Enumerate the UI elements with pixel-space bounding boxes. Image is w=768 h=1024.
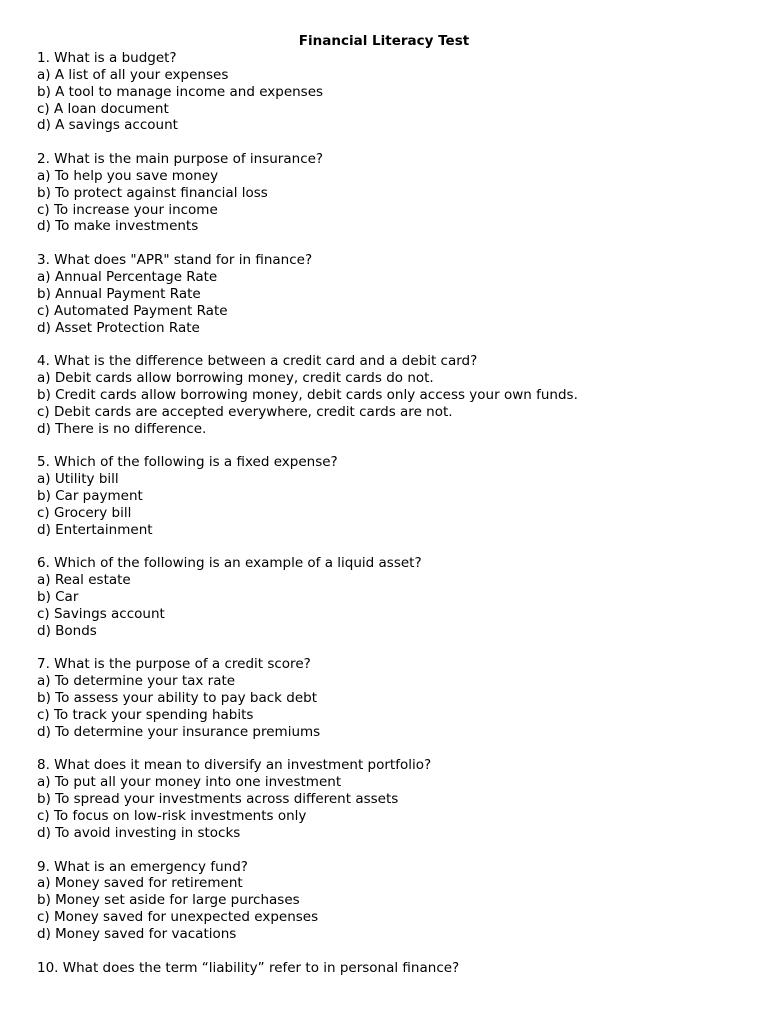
question-text: 6. Which of the following is an example of a liquid asset? (37, 555, 422, 572)
question-block (37, 960, 757, 977)
question-text: 9. What is an emergency fund? (37, 858, 248, 875)
question-block (37, 454, 757, 538)
answer-option: a) Utility bill (37, 471, 119, 488)
question-text: 8. What does it mean to diversify an investment portfolio? (37, 757, 432, 774)
answer-option: c) To increase your income (37, 201, 218, 218)
answer-option: b) To spread your investments across different assets (37, 791, 399, 808)
question-text: 10. What does the term “liability” refer to in personal finance? (37, 959, 460, 976)
answer-option: b) Car (37, 589, 79, 605)
question-text: 4. What is the difference between a credit card and a debit card? (37, 353, 478, 370)
question-text: 5. Which of the following is a fixed expense? (37, 454, 338, 471)
answer-option: b) To protect against financial loss (37, 184, 268, 201)
answer-option: d) There is no difference. (37, 420, 207, 437)
answer-option: a) A list of all your expenses (37, 66, 229, 83)
answer-option: d) Entertainment (37, 521, 153, 538)
answer-option: a) To put all your money into one investment (37, 774, 342, 791)
answer-option: a) Debit cards allow borrowing money, credit cards do not. (37, 370, 434, 387)
answer-option: d) To determine your insurance premiums (37, 723, 321, 740)
answer-option: c) Grocery bill (37, 504, 132, 521)
answer-option: d) A savings account (37, 117, 178, 134)
question-list (37, 50, 757, 993)
answer-option: b) Money set aside for large purchases (37, 892, 300, 909)
question-text: 1. What is a budget? (37, 50, 177, 66)
answer-option: a) To determine your tax rate (37, 673, 236, 690)
answer-option: c) Money saved for unexpected expenses (37, 909, 319, 926)
question-block (37, 859, 757, 943)
answer-option: b) Annual Payment Rate (37, 285, 201, 302)
answer-option: c) Savings account (37, 605, 165, 622)
question-block (37, 151, 757, 235)
answer-option: d) Asset Protection Rate (37, 319, 200, 336)
answer-option: d) Bonds (37, 622, 97, 639)
question-block (37, 353, 757, 437)
answer-option: a) To help you save money (37, 167, 219, 184)
answer-option: b) A tool to manage income and expenses (37, 83, 324, 100)
answer-option: d) To avoid investing in stocks (37, 824, 241, 841)
question-text: 2. What is the main purpose of insurance? (37, 151, 324, 168)
answer-option: a) Annual Percentage Rate (37, 268, 218, 285)
question-block (37, 656, 757, 740)
answer-option: d) To make investments (37, 218, 199, 235)
answer-option: b) Credit cards allow borrowing money, debit cards only access your own funds. (37, 386, 578, 403)
question-block (37, 757, 757, 841)
answer-option: b) Car payment (37, 487, 143, 504)
question-text: 7. What is the purpose of a credit score? (37, 656, 311, 673)
answer-option: a) Money saved for retirement (37, 875, 243, 892)
question-block (37, 555, 757, 639)
question-block (37, 50, 757, 134)
answer-option: d) Money saved for vacations (37, 925, 237, 942)
question-text: 3. What does "APR" stand for in finance? (37, 252, 313, 269)
answer-option: a) Real estate (37, 572, 131, 589)
answer-option: c) A loan document (37, 100, 169, 117)
answer-option: c) Debit cards are accepted everywhere, credit cards are not. (37, 403, 453, 420)
answer-option: c) To track your spending habits (37, 706, 254, 723)
answer-option: c) To focus on low-risk investments only (37, 807, 307, 824)
answer-option: c) Automated Payment Rate (37, 302, 228, 319)
document-title: Financial Literacy Test (298, 33, 470, 49)
question-block (37, 252, 757, 336)
answer-option: b) To assess your ability to pay back debt (37, 690, 318, 707)
